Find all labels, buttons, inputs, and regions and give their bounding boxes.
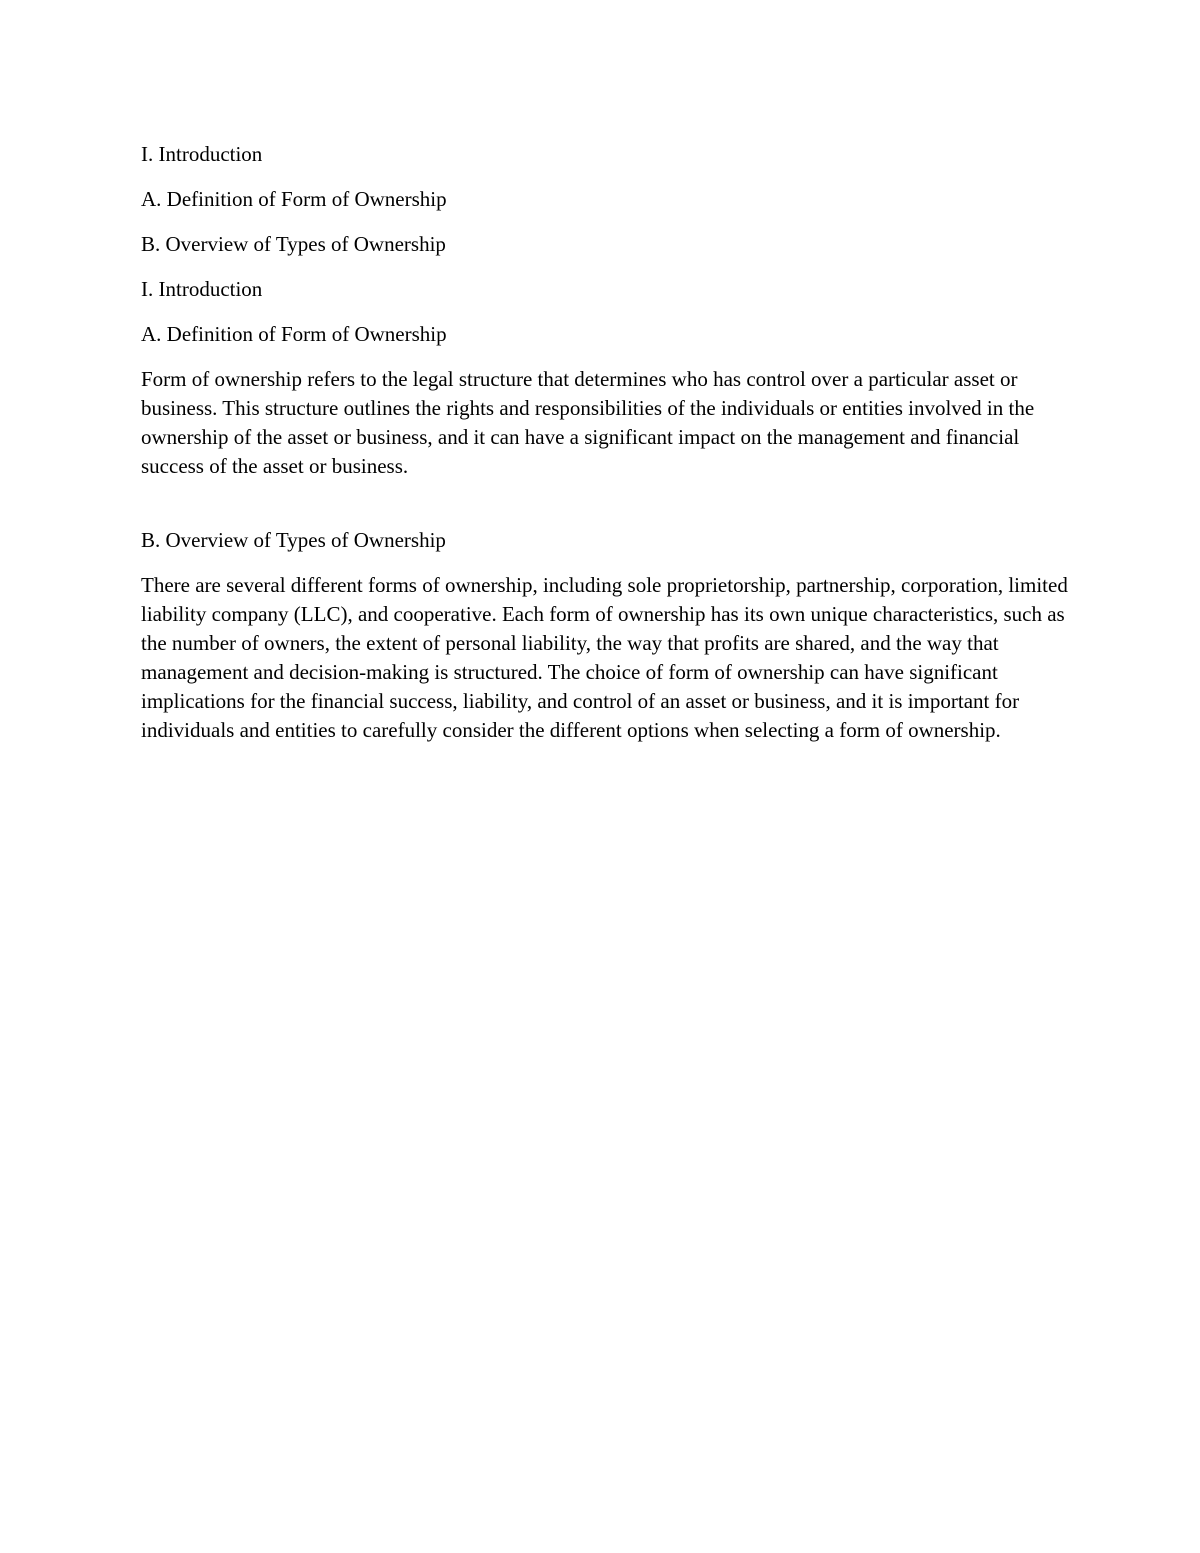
outline-item-definition: A. Definition of Form of Ownership (141, 187, 447, 211)
section-heading-introduction: I. Introduction (141, 277, 263, 301)
outline-item-overview: B. Overview of Types of Ownership (141, 232, 446, 256)
outline-item-introduction: I. Introduction (141, 142, 263, 166)
document-body (141, 140, 1071, 761)
section-heading-overview: B. Overview of Types of Ownership (141, 528, 446, 552)
section-heading-definition: A. Definition of Form of Ownership (141, 322, 447, 346)
overview-paragraph: There are several different forms of ownership, including sole proprietorship, partnership, corporation, limited liability company (LLC), and cooperative. Each form of ownership has its own unique characteristics, such as the number of owners, the extent of personal liability, the way that profits are shared, and the way that management and decision-making is structured. The choice of form of ownership can have significant implications for the financial success, liability, and control of an asset or business, and it is important for individuals and entities to carefully consider the different options when selecting a form of ownership. (141, 573, 1068, 742)
definition-paragraph: Form of ownership refers to the legal structure that determines who has control over a particular asset or business. This structure outlines the rights and responsibilities of the individuals or entities involved in the ownership of the asset or business, and it can have a significant impact on the management and financial success of the asset or business. (141, 367, 1035, 478)
